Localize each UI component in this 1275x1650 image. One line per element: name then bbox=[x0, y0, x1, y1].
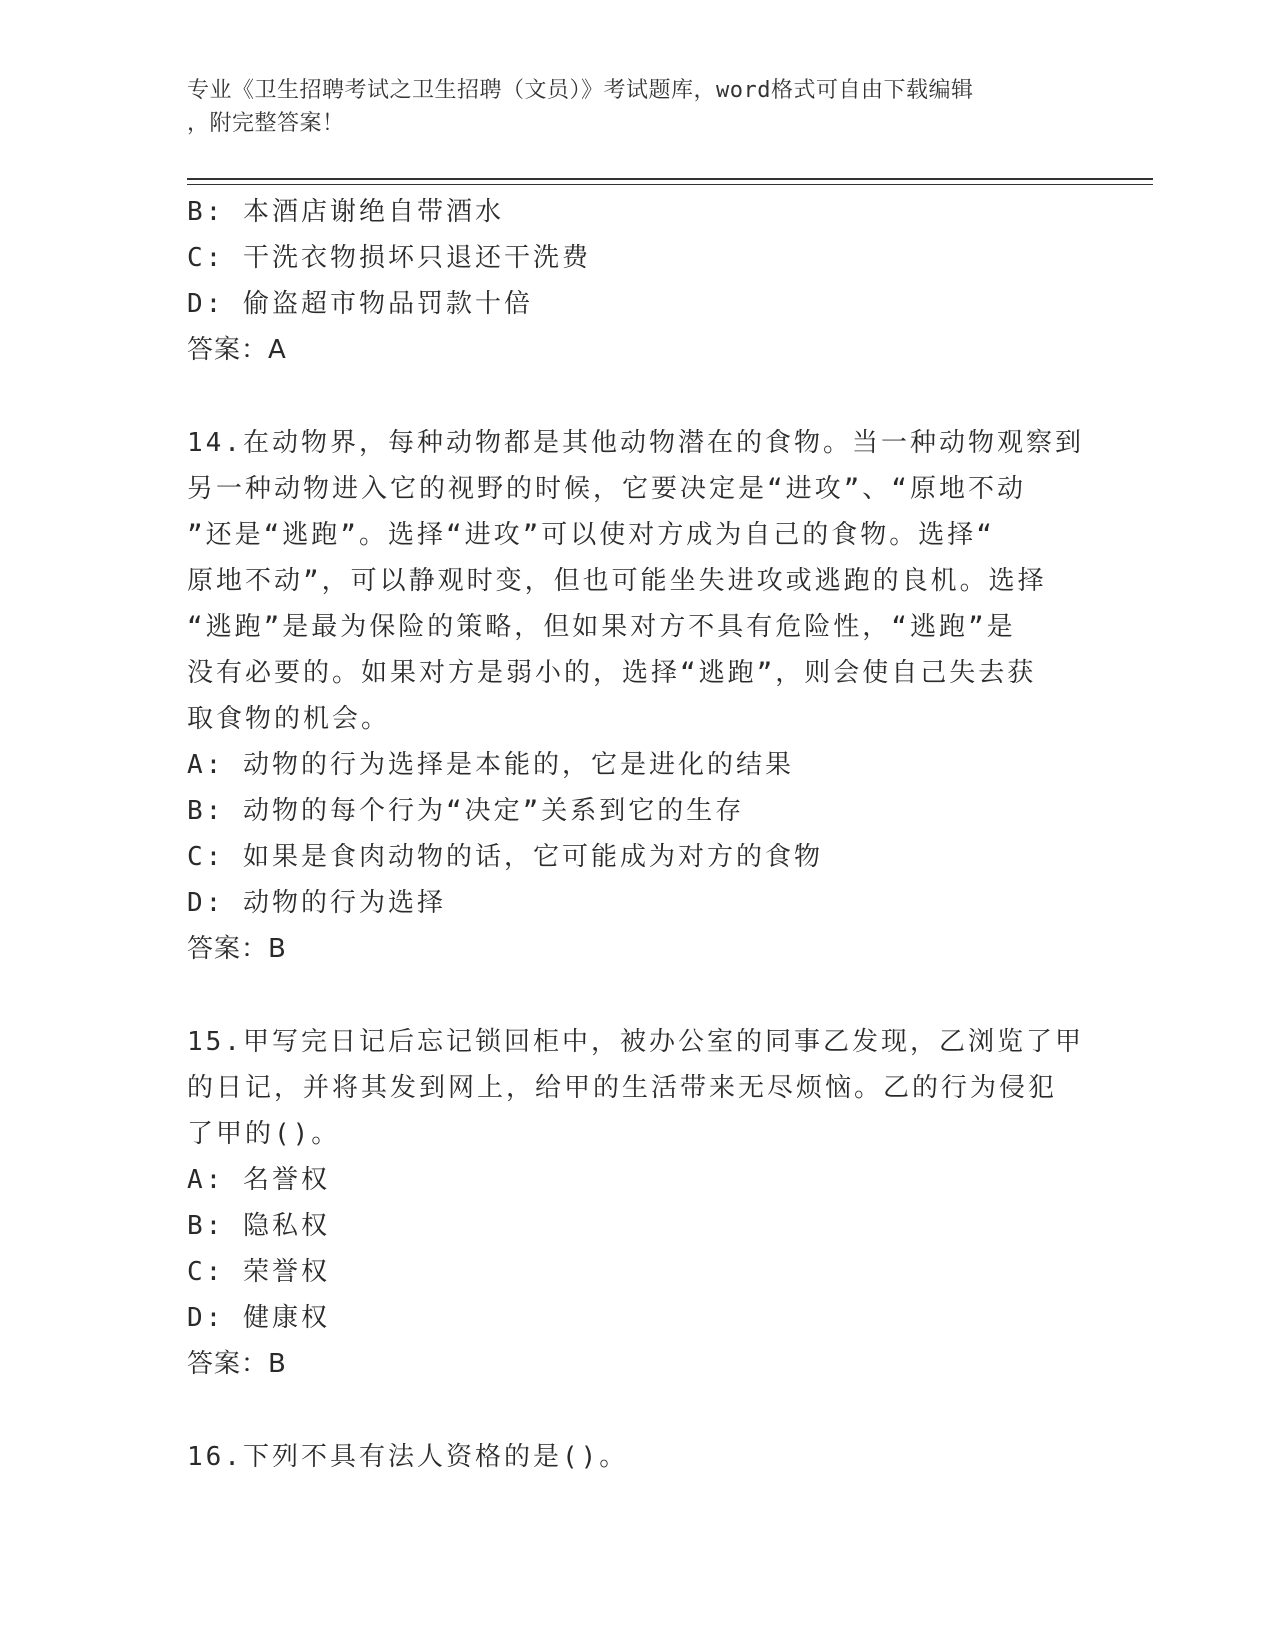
header-divider-thick bbox=[187, 178, 1153, 180]
option-a: A: 动物的行为选择是本能的，它是进化的结果 bbox=[187, 750, 794, 780]
option-d: D: 健康权 bbox=[187, 1303, 330, 1333]
question-block-14 bbox=[187, 420, 1087, 972]
option-c: C: 如果是食肉动物的话，它可能成为对方的食物 bbox=[187, 842, 823, 872]
question-block-13 bbox=[187, 189, 1087, 373]
question-text-line: 16.下列不具有法人资格的是()。 bbox=[187, 1442, 629, 1472]
option-c: C: 干洗衣物损坏只退还干洗费 bbox=[187, 243, 591, 273]
question-content bbox=[187, 189, 1087, 1480]
question-text-line: 14.在动物界，每种动物都是其他动物潜在的食物。当一种动物观察到 bbox=[187, 428, 1084, 458]
question-text-line: ”还是“逃跑”。选择“进攻”可以使对方成为自己的食物。选择“ bbox=[187, 520, 995, 550]
option-b: B: 本酒店谢绝自带酒水 bbox=[187, 197, 504, 227]
option-c: C: 荣誉权 bbox=[187, 1257, 330, 1287]
question-text-line: 的日记，并将其发到网上，给甲的生活带来无尽烦恼。乙的行为侵犯 bbox=[187, 1073, 1058, 1103]
header-line-1: 专业《卫生招聘考试之卫生招聘（文员）》考试题库，word格式可自由下载编辑 bbox=[187, 78, 974, 103]
question-text-line: 没有必要的。如果对方是弱小的，选择“逃跑”，则会使自己失去获 bbox=[187, 658, 1037, 688]
document-header bbox=[187, 74, 1087, 140]
question-text-line: 了甲的()。 bbox=[187, 1119, 341, 1149]
option-d: D: 动物的行为选择 bbox=[187, 888, 446, 918]
option-b: B: 动物的每个行为“决定”关系到它的生存 bbox=[187, 796, 745, 826]
question-text-line: “逃跑”是最为保险的策略，但如果对方不具有危险性，“逃跑”是 bbox=[187, 612, 1016, 642]
question-block-16 bbox=[187, 1434, 1087, 1480]
answer-label: 答案：A bbox=[187, 335, 287, 365]
question-block-15 bbox=[187, 1019, 1087, 1387]
header-line-2: ，附完整答案！ bbox=[187, 111, 345, 136]
answer-label: 答案：B bbox=[187, 934, 287, 964]
option-d: D: 偷盗超市物品罚款十倍 bbox=[187, 289, 533, 319]
question-text-line: 原地不动”，可以静观时变，但也可能坐失进攻或逃跑的良机。选择 bbox=[187, 566, 1047, 596]
option-b: B: 隐私权 bbox=[187, 1211, 330, 1241]
question-text-line: 另一种动物进入它的视野的时候，它要决定是“进攻”、“原地不动 bbox=[187, 474, 1026, 504]
answer-label: 答案：B bbox=[187, 1349, 287, 1379]
question-text-line: 取食物的机会。 bbox=[187, 704, 391, 734]
option-a: A: 名誉权 bbox=[187, 1165, 330, 1195]
header-divider-thin bbox=[187, 184, 1153, 185]
question-text-line: 15.甲写完日记后忘记锁回柜中，被办公室的同事乙发现，乙浏览了甲 bbox=[187, 1027, 1084, 1057]
